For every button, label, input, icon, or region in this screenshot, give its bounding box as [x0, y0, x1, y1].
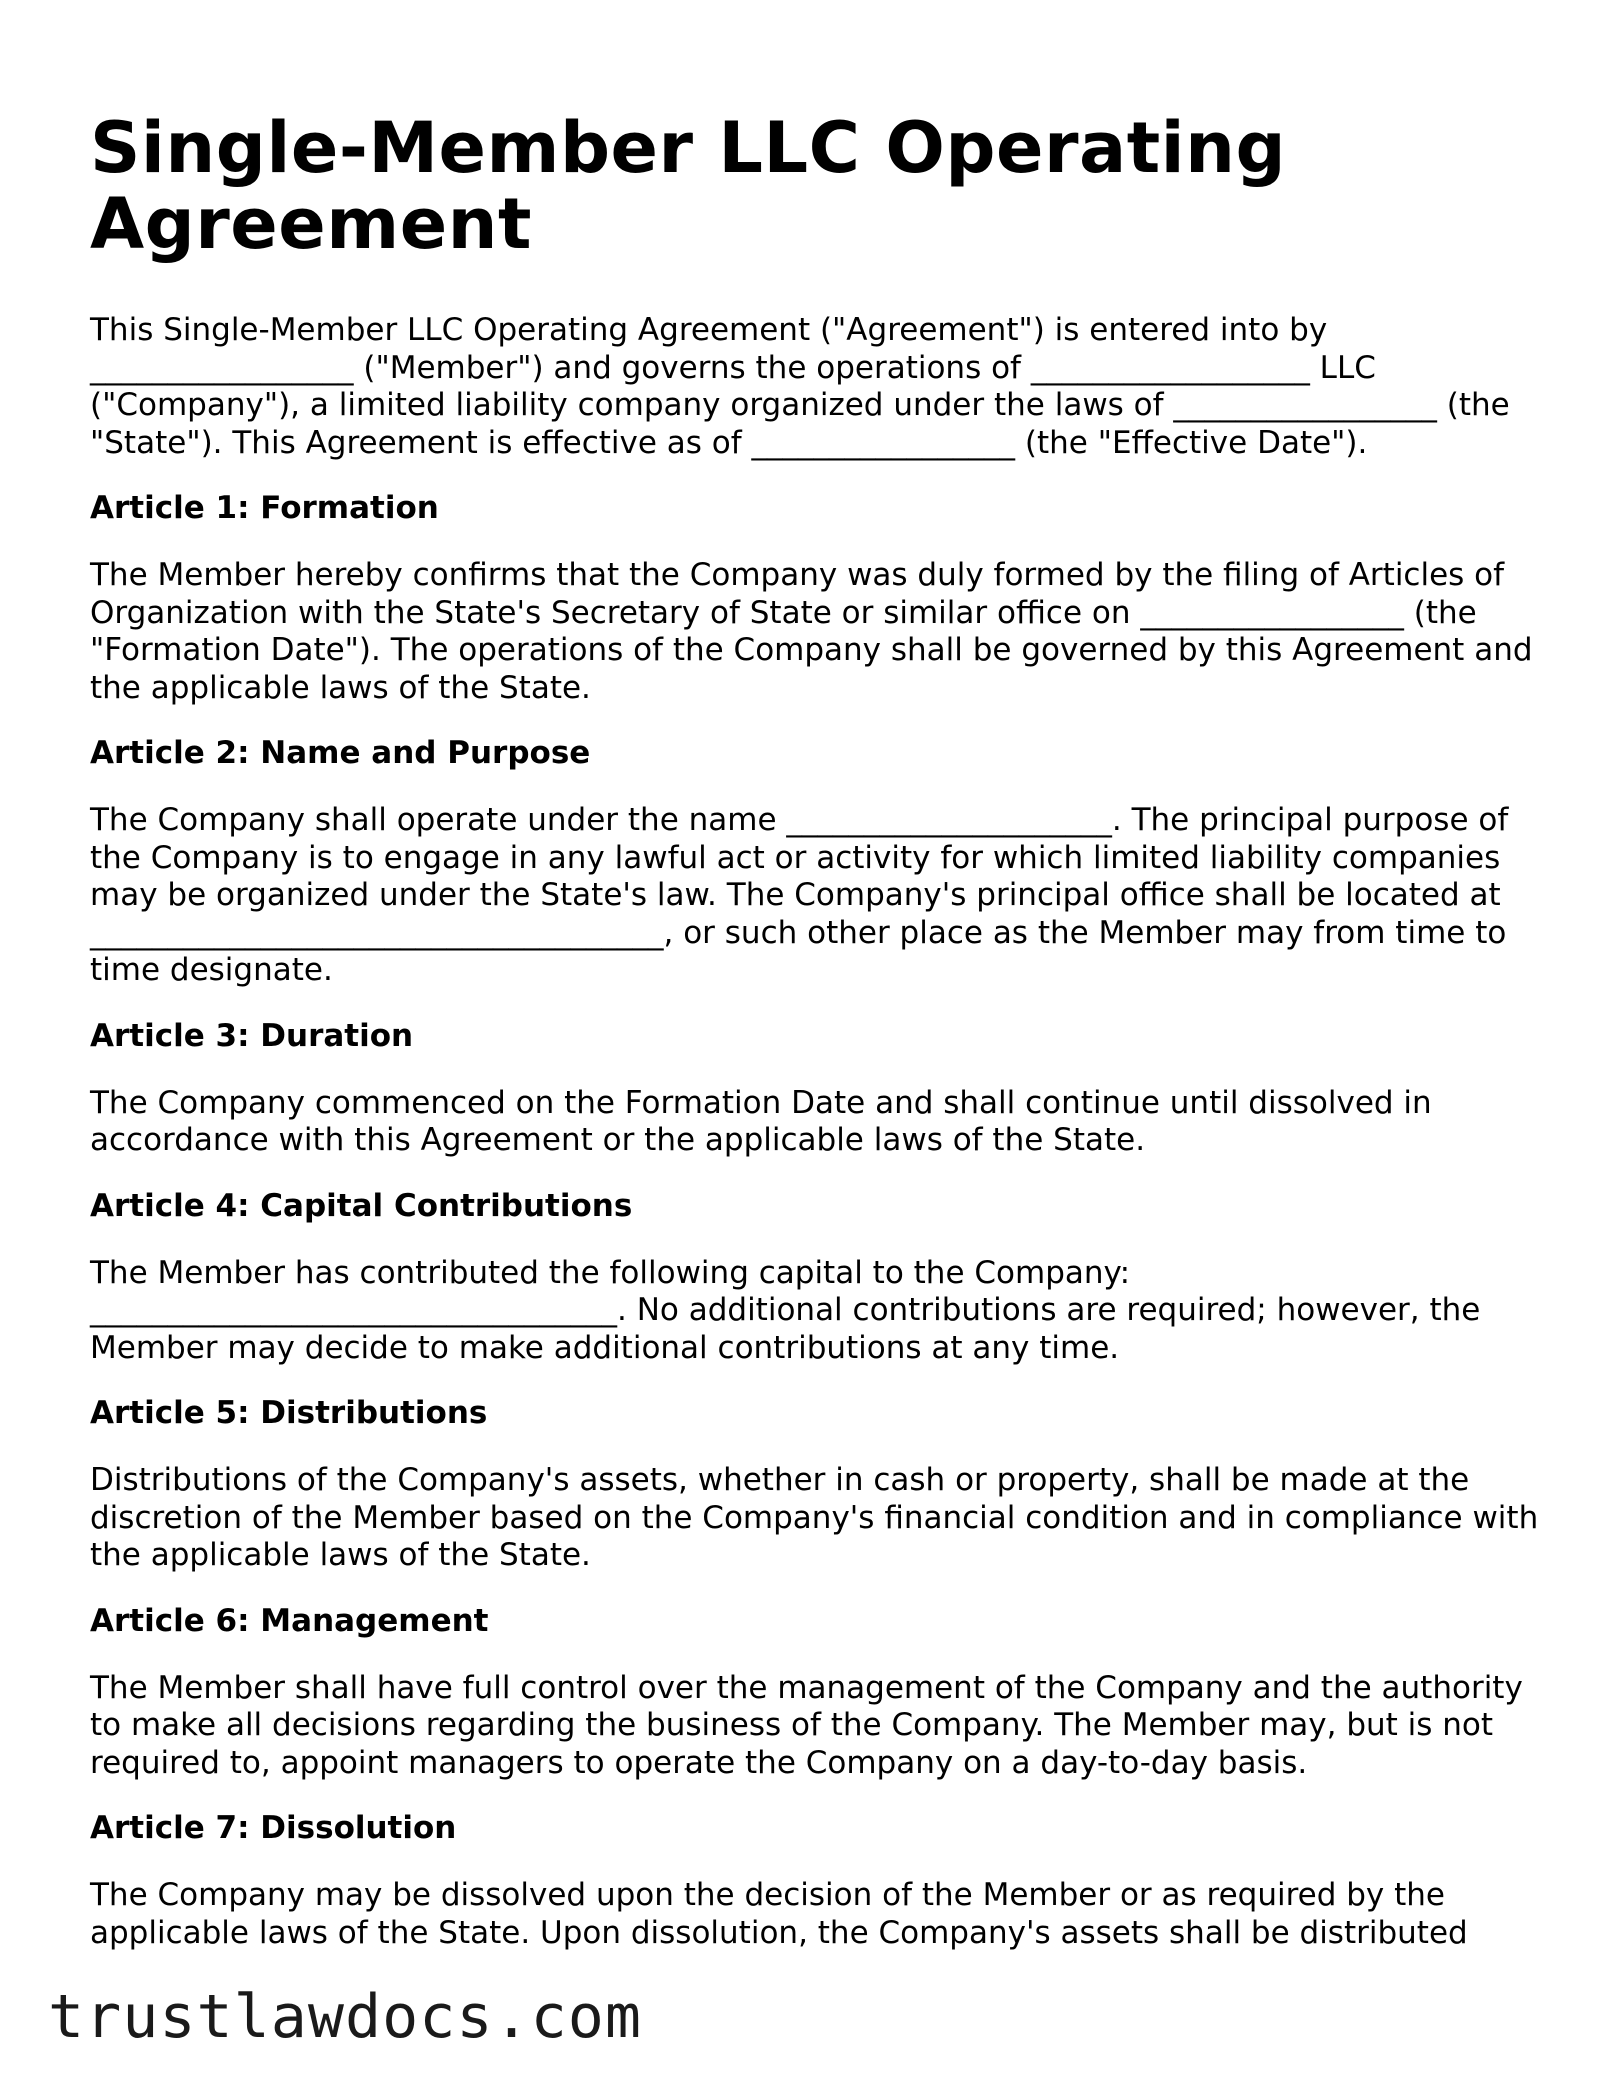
article-7	[90, 1810, 1540, 1952]
article-heading: Article 4: Capital Contributions	[90, 1187, 633, 1224]
article-5	[90, 1395, 1540, 1575]
article-text: The Member shall have full control over the management of the Company and the authority to make all decisions regarding the business of the Company. The Member may, but is not required to, appoint managers to operate the Company on a day-to-day basis.	[90, 1669, 1523, 1781]
intro-paragraph: This Single-Member LLC Operating Agreement ("Agreement") is entered into by _________________ ("Member") and governs the operations of __________________ LLC ("Company"), a limited liability company organized under the laws of _________________ (the "State"). This Agreement is effective as of _________________ (the "Effective Date").	[90, 312, 1510, 461]
article-text: The Member has contributed the following capital to the Company: __________________________________. No additional contributions are required; however, the Member may decide to make additional contributions at any time.	[90, 1254, 1481, 1366]
article-text: The Company may be dissolved upon the decision of the Member or as required by the applicable laws of the State. Upon dissolution, the Company's assets shall be distributed	[90, 1877, 1468, 1951]
article-heading: Article 3: Duration	[90, 1017, 414, 1054]
article-text: Distributions of the Company's assets, whether in cash or property, shall be made at the discretion of the Member based on the Company's financial condition and in compliance with the applicable laws of the State.	[90, 1462, 1539, 1573]
article-heading: Article 2: Name and Purpose	[90, 735, 591, 771]
article-heading: Article 1: Formation	[90, 490, 439, 526]
watermark-text: trustlawdocs.com	[48, 1982, 642, 2052]
article-text: The Member hereby confirms that the Company was duly formed by the filing of Articles of Organization with the State's Secretary of State or similar office on _________________ (the "Formation Date"). The operations of the Company shall be governed by this Agreement and the applicable laws of the State.	[90, 557, 1533, 706]
article-4	[90, 1188, 1540, 1368]
article-text: The Company commenced on the Formation Date and shall continue until dissolved in accordance with this Agreement or the applicable laws of the State.	[90, 1084, 1432, 1158]
article-3	[90, 1018, 1540, 1160]
article-heading: Article 7: Dissolution	[90, 1810, 457, 1846]
article-1	[90, 490, 1540, 707]
document-page	[90, 107, 1540, 1952]
article-6	[90, 1603, 1540, 1783]
article-heading: Article 5: Distributions	[90, 1395, 488, 1431]
article-text: The Company shall operate under the name _____________________. The principal purpose of the Company is to engage in any lawful act or activity for which limited liability companies may be organized under the State's law. The Company's principal office shall be located at _____________________________________, or such other place as the Member may from time to time designate.	[90, 802, 1509, 988]
article-2	[90, 735, 1540, 990]
article-heading: Article 6: Management	[90, 1602, 489, 1639]
document-title: Single-Member LLC Operating Agreement	[90, 107, 1287, 265]
